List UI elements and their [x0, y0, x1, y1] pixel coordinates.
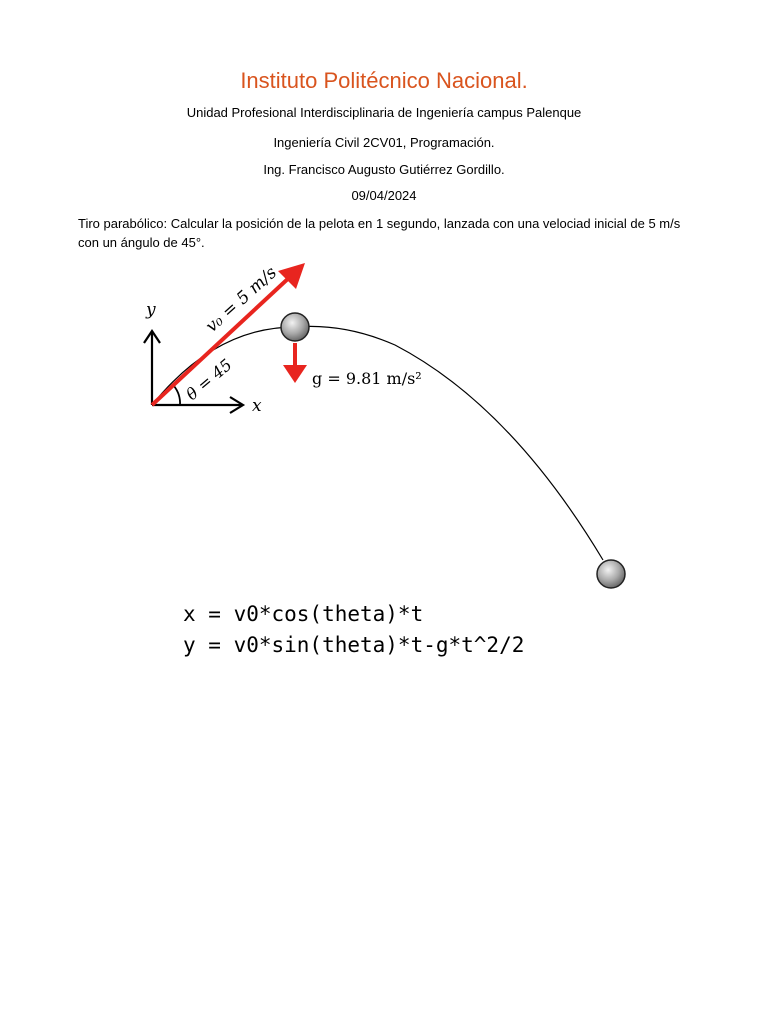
angle-arc [174, 386, 180, 405]
y-axis-label: y [146, 300, 156, 320]
ball-bottom [597, 560, 625, 588]
equation-x: x = v0*cos(theta)*t [183, 602, 424, 626]
gravity-arrow [283, 343, 307, 383]
page-title: Instituto Politécnico Nacional. [240, 68, 528, 93]
equation-y: y = v0*sin(theta)*t-g*t^2/2 [183, 633, 525, 657]
velocity-label: v₀ = 5 m/s [201, 262, 281, 337]
course-line: Ingeniería Civil 2CV01, Programación. [273, 135, 495, 150]
date-line: 09/04/2024 [351, 188, 417, 203]
x-axis-label: x [252, 396, 262, 416]
unit-line: Unidad Profesional Interdisciplinaria de Ingeniería campus Palenque [186, 105, 582, 120]
projectile-diagram [120, 255, 640, 595]
ball-top [281, 313, 309, 341]
teacher-line: Ing. Francisco Augusto Gutiérrez Gordillo. [263, 162, 505, 177]
problem-statement: Tiro parabólico: Calcular la posición de la pelota en 1 segundo, lanzada con una velociad inicial de 5 m/s con un ángulo de 45°. [78, 216, 681, 250]
gravity-label: g = 9.81 m/s² [312, 369, 422, 388]
angle-label: θ = 45 [182, 355, 236, 405]
